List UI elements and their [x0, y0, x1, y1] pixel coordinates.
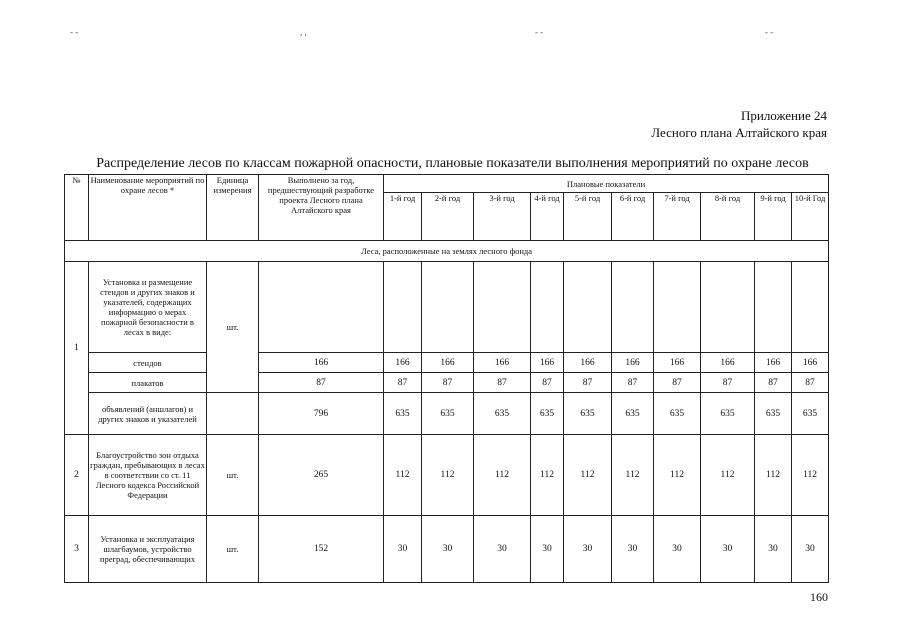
table-row	[65, 393, 829, 435]
plan-value: 635	[612, 393, 654, 435]
header-name: Наименование мероприятий по охране лесов *	[89, 175, 207, 241]
table-row	[65, 516, 829, 583]
row-name: плакатов	[89, 373, 207, 393]
header-year: 2-й год	[422, 193, 474, 241]
header-year: 1-й год	[384, 193, 422, 241]
header-num: №	[65, 175, 89, 241]
row-name: Установка и эксплуатация шлагбаумов, устройство преград, обеспечивающих	[89, 516, 207, 583]
forest-protection-table	[64, 174, 829, 583]
plan-value: 112	[654, 435, 701, 516]
plan-value: 112	[701, 435, 755, 516]
plan-value: 112	[564, 435, 612, 516]
plan-value: 112	[384, 435, 422, 516]
empty-cell	[531, 262, 564, 353]
plan-value: 87	[422, 373, 474, 393]
empty-cell	[207, 393, 259, 435]
plan-value: 112	[612, 435, 654, 516]
header-year: 10-й Год	[792, 193, 829, 241]
plan-value: 30	[422, 516, 474, 583]
plan-value: 166	[792, 353, 829, 373]
empty-cell	[792, 262, 829, 353]
plan-value: 30	[612, 516, 654, 583]
appendix-number: Приложение 24	[740, 108, 827, 123]
empty-cell	[654, 262, 701, 353]
plan-value: 635	[792, 393, 829, 435]
scan-mark: - -	[70, 27, 79, 37]
header-year: 3-й год	[474, 193, 531, 241]
empty-cell	[612, 262, 654, 353]
table-row	[65, 435, 829, 516]
plan-value: 112	[422, 435, 474, 516]
plan-value: 30	[474, 516, 531, 583]
page-number: 160	[810, 590, 828, 604]
plan-value: 112	[531, 435, 564, 516]
plan-value: 30	[384, 516, 422, 583]
plan-value: 87	[612, 373, 654, 393]
plan-value: 635	[531, 393, 564, 435]
plan-value: 30	[564, 516, 612, 583]
plan-value: 30	[654, 516, 701, 583]
done-value: 166	[259, 353, 384, 373]
document-title: Распределение лесов по классам пожарной опасности, плановые показатели выполнения мероприятий по охране лесов	[96, 156, 809, 171]
row-num: 3	[65, 516, 89, 583]
plan-value: 112	[755, 435, 792, 516]
plan-value: 87	[654, 373, 701, 393]
row-name: объявлений (аншлагов) и других знаков и указателей	[89, 393, 207, 435]
row-num: 2	[65, 435, 89, 516]
scan-mark: - -	[535, 27, 544, 37]
plan-value: 635	[564, 393, 612, 435]
done-value: 87	[259, 373, 384, 393]
plan-value: 30	[755, 516, 792, 583]
plan-value: 166	[384, 353, 422, 373]
empty-cell	[474, 262, 531, 353]
plan-value: 30	[701, 516, 755, 583]
done-value: 796	[259, 393, 384, 435]
row-name: Благоустройство зон отдыха граждан, пребывающих в лесах в соответствии со ст. 11 Лесного кодекса Российской Федерации	[89, 435, 207, 516]
done-value: 265	[259, 435, 384, 516]
appendix-header	[651, 107, 827, 141]
scan-mark: - -	[765, 27, 774, 37]
plan-value: 166	[564, 353, 612, 373]
plan-value: 166	[612, 353, 654, 373]
plan-value: 635	[755, 393, 792, 435]
plan-value: 87	[755, 373, 792, 393]
empty-cell	[384, 262, 422, 353]
row-name: стендов	[89, 353, 207, 373]
plan-value: 30	[792, 516, 829, 583]
plan-value: 87	[792, 373, 829, 393]
empty-cell	[701, 262, 755, 353]
plan-value: 166	[701, 353, 755, 373]
header-plan: Плановые показатели	[384, 175, 829, 193]
plan-value: 635	[422, 393, 474, 435]
plan-value: 166	[474, 353, 531, 373]
plan-value: 166	[755, 353, 792, 373]
plan-value: 87	[564, 373, 612, 393]
header-year: 8-й год	[701, 193, 755, 241]
plan-value: 87	[474, 373, 531, 393]
plan-value: 635	[701, 393, 755, 435]
plan-value: 87	[701, 373, 755, 393]
empty-cell	[422, 262, 474, 353]
empty-cell	[755, 262, 792, 353]
plan-value: 635	[474, 393, 531, 435]
done-value: 152	[259, 516, 384, 583]
row-unit: шт.	[207, 516, 259, 583]
section-row: Леса, расположенные на землях лесного фонда	[65, 241, 829, 262]
plan-value: 30	[531, 516, 564, 583]
plan-value: 166	[531, 353, 564, 373]
header-done: Выполнено за год, предшествующий разработке проекта Лесного плана Алтайского края	[259, 175, 384, 241]
plan-value: 166	[654, 353, 701, 373]
header-year: 4-й год	[531, 193, 564, 241]
plan-value: 635	[654, 393, 701, 435]
header-year: 7-й год	[654, 193, 701, 241]
plan-value: 166	[422, 353, 474, 373]
table-row	[65, 373, 829, 393]
row-unit: шт.	[207, 262, 259, 393]
appendix-source: Лесного плана Алтайского края	[651, 125, 827, 140]
plan-value: 87	[531, 373, 564, 393]
plan-value: 87	[384, 373, 422, 393]
row-unit: шт.	[207, 435, 259, 516]
header-year: 9-й год	[755, 193, 792, 241]
plan-value: 112	[792, 435, 829, 516]
plan-value: 635	[384, 393, 422, 435]
empty-cell	[564, 262, 612, 353]
header-year: 6-й год	[612, 193, 654, 241]
row-num: 1	[65, 262, 89, 435]
header-unit: Единица измерения	[207, 175, 259, 241]
scan-mark: , ,	[300, 27, 307, 37]
row-name: Установка и размещение стендов и других знаков и указателей, содержащих информацию о мерах пожарной безопасности в лесах в виде:	[89, 262, 207, 353]
plan-value: 112	[474, 435, 531, 516]
table-row	[65, 353, 829, 373]
empty-cell	[259, 262, 384, 353]
header-year: 5-й год	[564, 193, 612, 241]
